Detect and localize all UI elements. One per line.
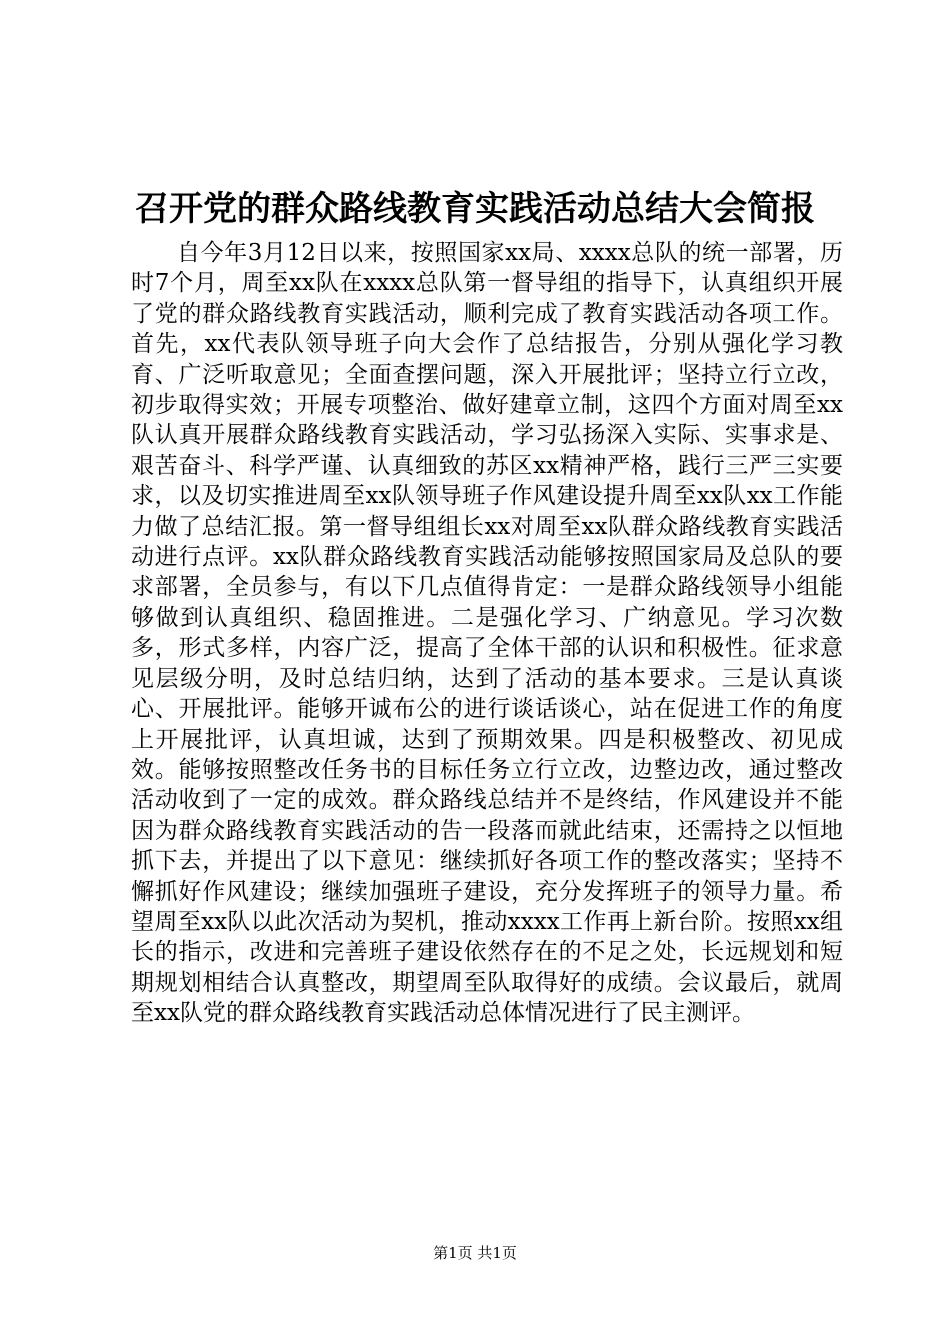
page-footer: 第1页 共1页: [433, 1244, 517, 1262]
document-title: 召开党的群众路线教育实践活动总结大会简报: [135, 189, 815, 229]
document-body-paragraph: 自今年3月12日以来，按照国家xx局、xxxx总队的统一部署，历时7个月，周至xx队在xxxx总队第一督导组的指导下，认真组织开展了党的群众路线教育实践活动，顺利完成了教育实践活动各项工作。首先，xx代表队领导班子向大会作了总结报告，分别从强化学习教育、广泛听取意见；全面查摆问题，深入开展批评；坚持立行立改，初步取得实效；开展专项整治、做好建章立制，这四个方面对周至xx队认真开展群众路线教育实践活动，学习弘扬深入实际、实事求是、艰苦奋斗、科学严谨、认真细致的苏区xx精神严格，践行三严三实要求，以及切实推进周至xx队领导班子作风建设提升周至xx队xx工作能力做了总结汇报。第一督导组组长xx对周至xx队群众路线教育实践活动进行点评。xx队群众路线教育实践活动能够按照国家局及总队的要求部署，全员参与，有以下几点值得肯定：一是群众路线领导小组能够做到认真组织、稳固推进。二是强化学习、广纳意见。学习次数多，形式多样，内容广泛，提高了全体干部的认识和积极性。征求意见层级分明，及时总结归纳，达到了活动的基本要求。三是认真谈心、开展批评。能够开诚布公的进行谈话谈心，站在促进工作的角度上开展批评，认真坦诚，达到了预期效果。四是积极整改、初见成效。能够按照整改任务书的目标任务立行立改，边整边改，通过整改活动收到了一定的成效。群众路线总结并不是终结，作风建设并不能因为群众路线教育实践活动的告一段落而就此结束，还需持之以恒地抓下去，并提出了以下意见：继续抓好各项工作的整改落实；坚持不懈抓好作风建设；继续加强班子建设，充分发挥班子的领导力量。希望周至xx队以此次活动为契机，推动xxxx工作再上新台阶。按照xx组长的指示，改进和完善班子建设依然存在的不足之处，长远规划和短期规划相结合认真整改，期望周至队取得好的成绩。会议最后，就周至xx队党的群众路线教育实践活动总体情况进行了民主测评。: [131, 240, 843, 1027]
